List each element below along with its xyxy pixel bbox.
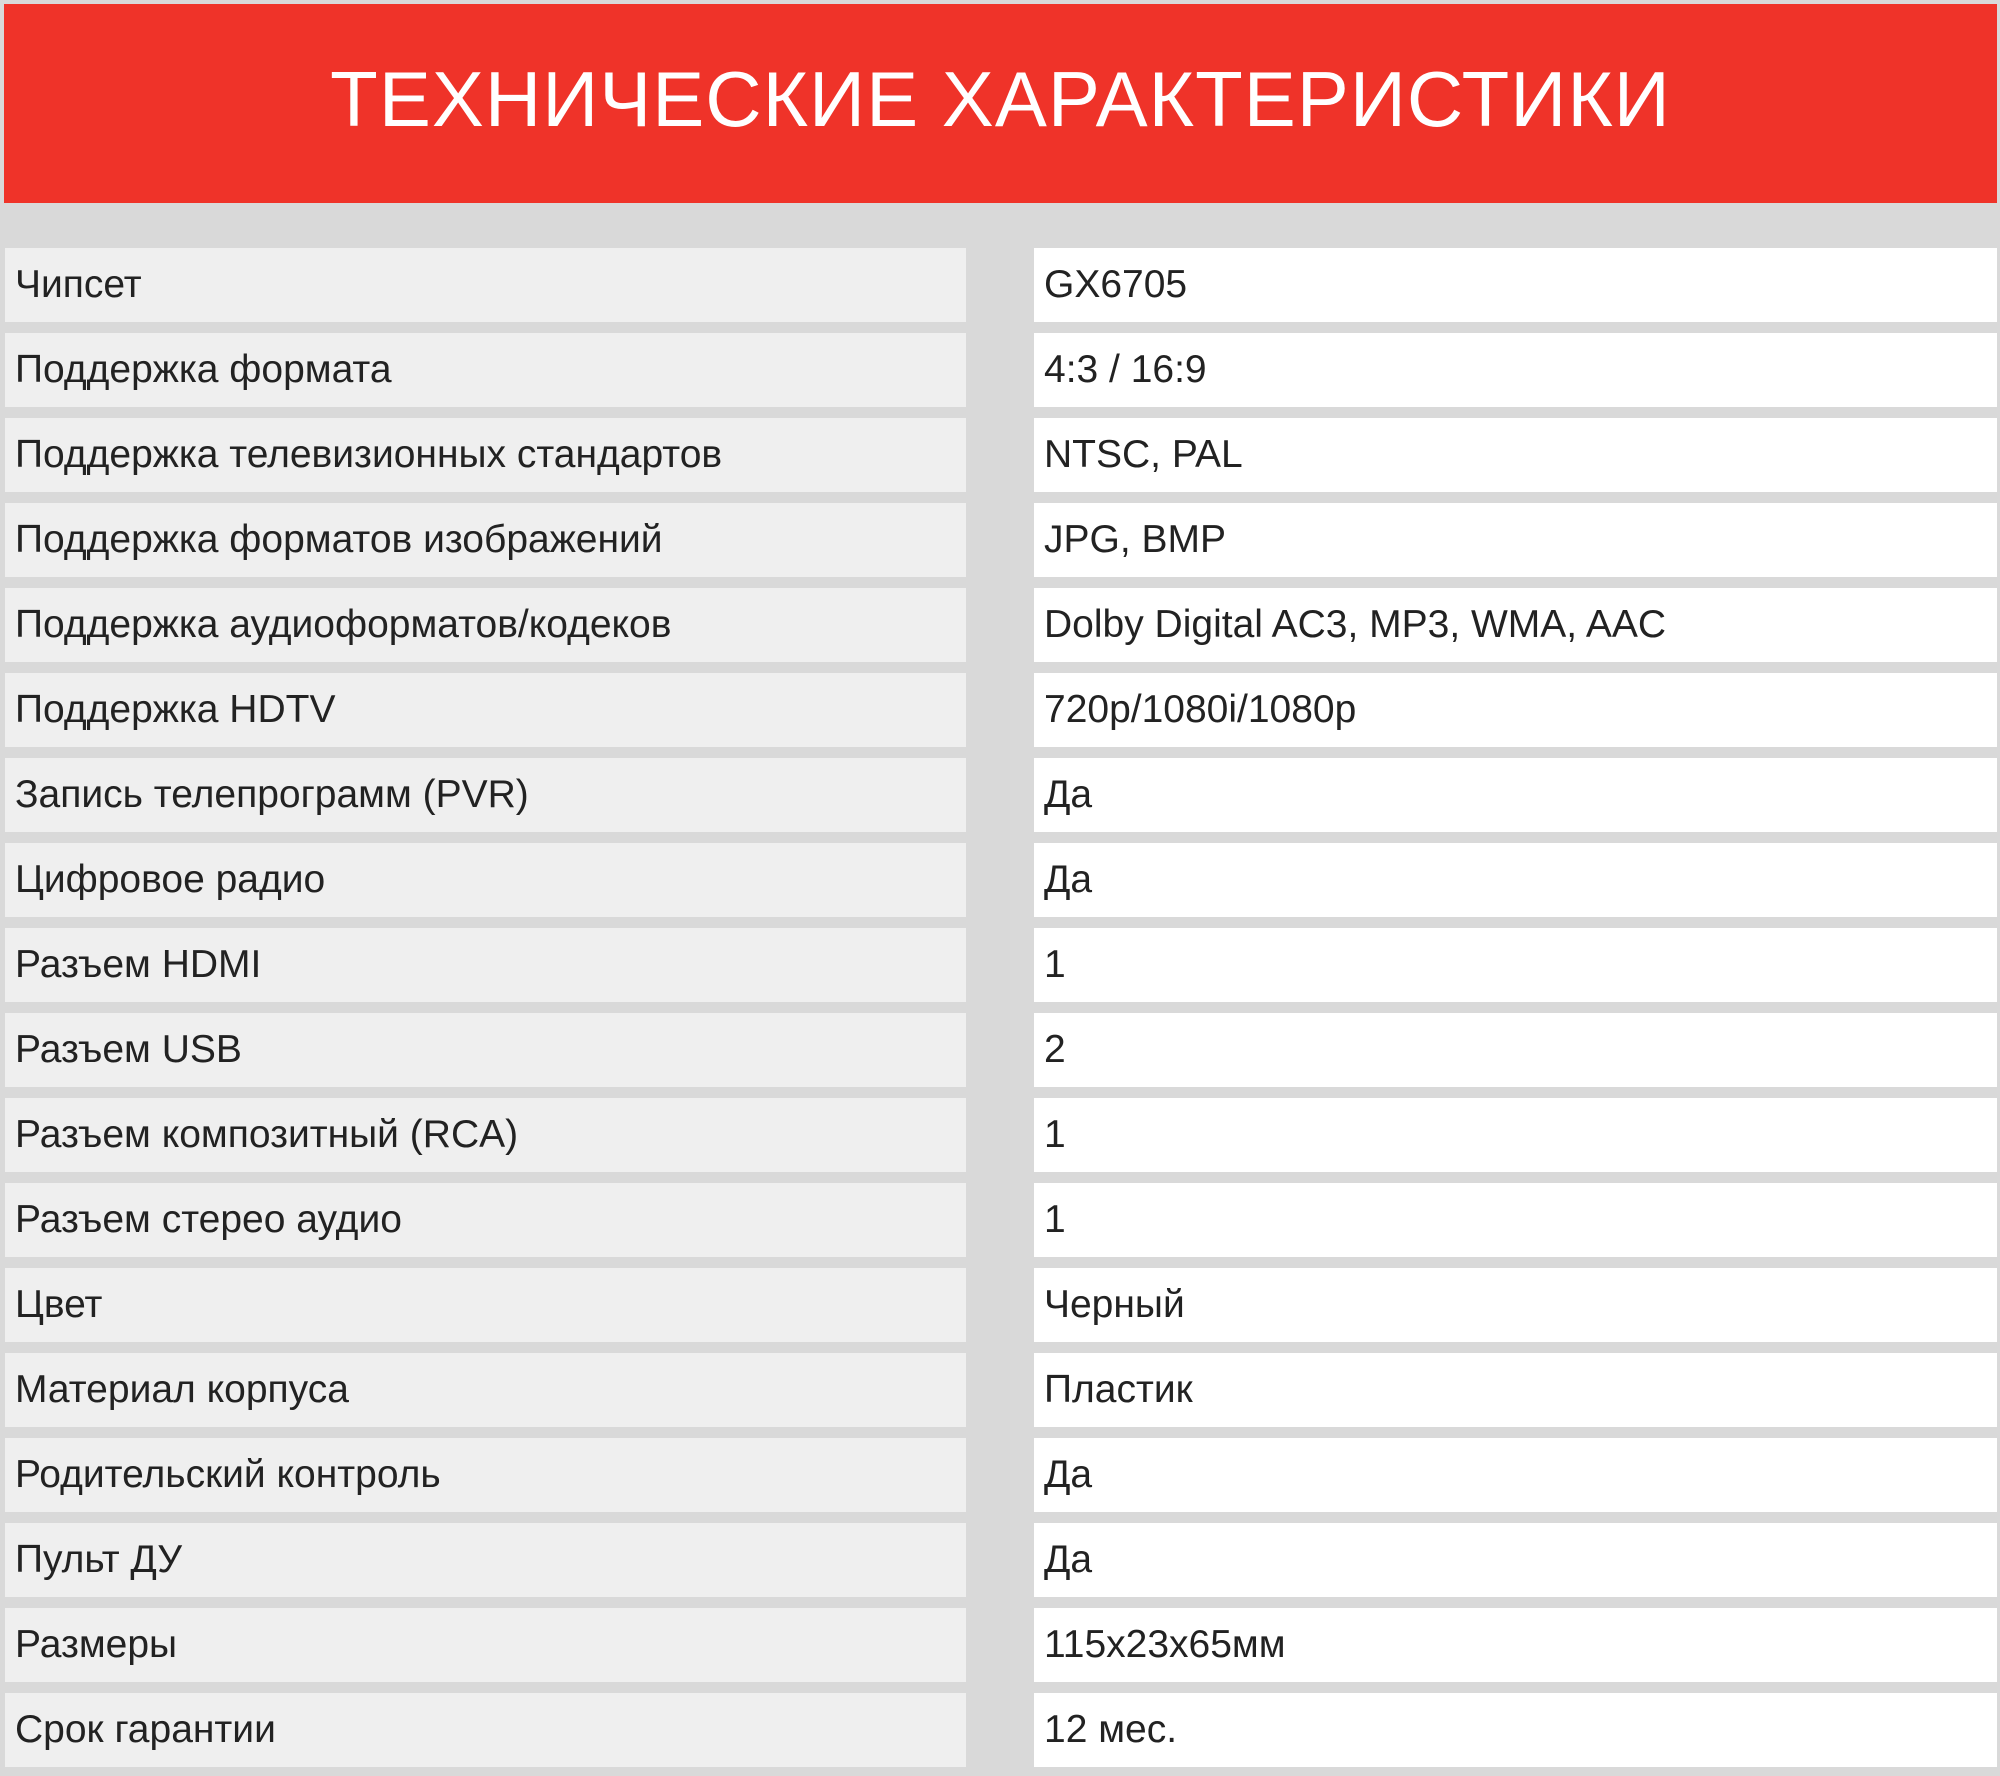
spec-value: JPG, BMP bbox=[1034, 503, 1997, 577]
spec-row bbox=[0, 1011, 2000, 1096]
spec-label: Размеры bbox=[5, 1608, 966, 1682]
spec-row bbox=[0, 246, 2000, 331]
spec-label: Материал корпуса bbox=[5, 1353, 966, 1427]
spec-value: 4:3 / 16:9 bbox=[1034, 333, 1997, 407]
spec-value: Да bbox=[1034, 843, 1997, 917]
page-title: ТЕХНИЧЕСКИЕ ХАРАКТЕРИСТИКИ bbox=[330, 55, 1671, 143]
spec-value: GX6705 bbox=[1034, 248, 1997, 322]
spec-row bbox=[0, 756, 2000, 841]
spec-value: 2 bbox=[1034, 1013, 1997, 1087]
spec-label: Срок гарантии bbox=[5, 1693, 966, 1767]
spec-row bbox=[0, 1181, 2000, 1266]
spec-label: Разъем HDMI bbox=[5, 928, 966, 1002]
spec-value: Dolby Digital AC3, MP3, WMA, AAC bbox=[1034, 588, 1997, 662]
spec-label: Цвет bbox=[5, 1268, 966, 1342]
spec-label: Чипсет bbox=[5, 248, 966, 322]
spec-label: Поддержка аудиоформатов/кодеков bbox=[5, 588, 966, 662]
spec-value: 12 мес. bbox=[1034, 1693, 1997, 1767]
spec-table bbox=[0, 246, 2000, 1776]
spec-value: Да bbox=[1034, 1438, 1997, 1512]
spec-label: Поддержка форматов изображений bbox=[5, 503, 966, 577]
spec-value: NTSC, PAL bbox=[1034, 418, 1997, 492]
spec-value: Пластик bbox=[1034, 1353, 1997, 1427]
spec-row bbox=[0, 1096, 2000, 1181]
spec-value: 1 bbox=[1034, 1183, 1997, 1257]
spec-row bbox=[0, 501, 2000, 586]
spec-row bbox=[0, 841, 2000, 926]
spec-label: Разъем композитный (RCA) bbox=[5, 1098, 966, 1172]
spec-row bbox=[0, 1266, 2000, 1351]
spec-value: Черный bbox=[1034, 1268, 1997, 1342]
spec-row bbox=[0, 331, 2000, 416]
header-banner bbox=[4, 4, 1997, 203]
spec-value: 1 bbox=[1034, 1098, 1997, 1172]
spec-label: Цифровое радио bbox=[5, 843, 966, 917]
spec-row bbox=[0, 1521, 2000, 1606]
spec-label: Запись телепрограмм (PVR) bbox=[5, 758, 966, 832]
spec-value: Да bbox=[1034, 1523, 1997, 1597]
spec-row bbox=[0, 1691, 2000, 1776]
spec-label: Пульт ДУ bbox=[5, 1523, 966, 1597]
spec-row bbox=[0, 1351, 2000, 1436]
spec-value: 1 bbox=[1034, 928, 1997, 1002]
spec-label: Поддержка HDTV bbox=[5, 673, 966, 747]
spec-row bbox=[0, 1606, 2000, 1691]
spec-label: Поддержка формата bbox=[5, 333, 966, 407]
spec-value: 720p/1080i/1080p bbox=[1034, 673, 1997, 747]
spec-label: Разъем стерео аудио bbox=[5, 1183, 966, 1257]
spec-label: Поддержка телевизионных стандартов bbox=[5, 418, 966, 492]
spec-row bbox=[0, 671, 2000, 756]
spec-row bbox=[0, 416, 2000, 501]
spec-row bbox=[0, 926, 2000, 1011]
spec-value: Да bbox=[1034, 758, 1997, 832]
spec-row bbox=[0, 586, 2000, 671]
spec-value: 115x23x65мм bbox=[1034, 1608, 1997, 1682]
spec-row bbox=[0, 1436, 2000, 1521]
spec-label: Разъем USB bbox=[5, 1013, 966, 1087]
spec-label: Родительский контроль bbox=[5, 1438, 966, 1512]
